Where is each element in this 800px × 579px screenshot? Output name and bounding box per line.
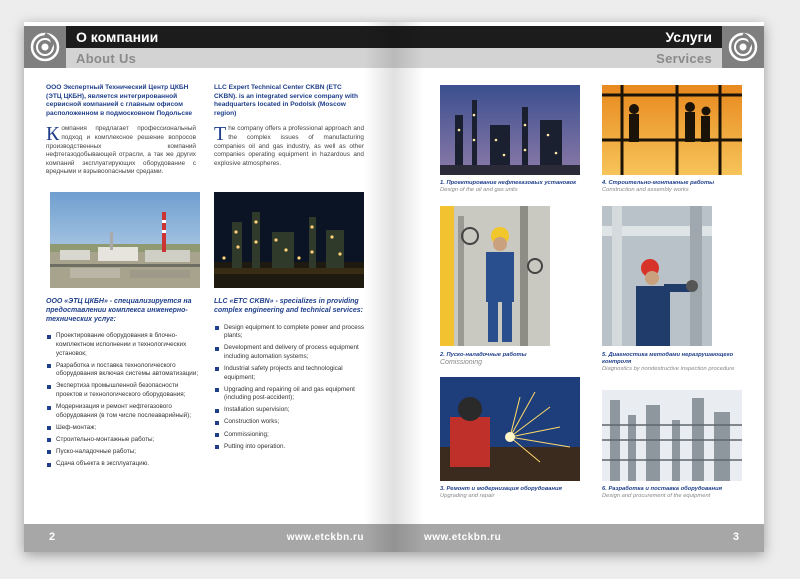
service-photo-diagnostics — [602, 206, 712, 346]
swirl-logo-icon — [29, 31, 61, 63]
en-body-text — [214, 125, 364, 168]
ru-intro-text: ООО Экспертный Технический Центр ЦКБН (ЭТЦ ЦКБН), является интегрированной сервисной компанией с главным офисом расположенном в подмосковном Подольске — [46, 84, 193, 117]
en-dropcap: T — [214, 123, 227, 146]
list-item: Шеф-монтаж; — [46, 424, 206, 433]
page-footer — [394, 524, 764, 552]
ru-services-heading: ООО «ЭТЦ ЦКБН» - специализируется на предоставлении комплекса инженерно-технических услуг: — [46, 298, 192, 323]
header-title-bar — [394, 26, 722, 48]
header-subtitle-bar — [394, 48, 722, 68]
list-item: Upgrading and repairing oil and gas equipment (including post-accident); — [214, 386, 364, 403]
page-title: Услуги — [665, 29, 712, 45]
service-caption-6 — [602, 486, 752, 500]
en-services-list — [214, 324, 364, 452]
en-services-heading: LLC «ETC CKBN» - specializes in providing complex engineering and technical services: — [214, 298, 363, 314]
plant-aerial-photo — [50, 192, 200, 288]
ru-body-text — [46, 125, 196, 177]
list-item: Design equipment to complete power and process plants; — [214, 324, 364, 341]
header-subtitle-bar — [66, 48, 394, 68]
ru-body-paragraph: омпания предлагает профессиональный подход и комплексное решение вопросов производственных компаний нефтегазодобывающей отрасли, а так же других компаний эксплуатирующих оборудование с вредными и взрывоопасными средами. — [46, 125, 196, 176]
service-5-en: Diagnostics by nondestructive inspection procedure — [602, 366, 735, 372]
service-photo-repair — [440, 377, 580, 481]
service-4-ru: 4. Строительно-монтажные работы — [602, 180, 715, 186]
service-2-en: Comissioning — [440, 359, 483, 366]
service-3-ru: 3. Ремонт и модернизация оборудования — [440, 486, 562, 492]
page-number: 2 — [49, 531, 56, 543]
page-subtitle: Services — [656, 51, 712, 66]
page-footer — [24, 524, 394, 552]
list-item: Модернизация и ремонт нефтегазового оборудования (в том числе послеаварийный); — [46, 403, 206, 420]
service-caption-3 — [440, 486, 590, 500]
service-photo-design — [440, 85, 580, 175]
gutter-shadow — [364, 22, 394, 552]
list-item: Экспертиза промышленной безопасности проектов и технологического оборудования; — [46, 382, 206, 399]
list-item: Проектирование оборудования в блочно-комплектном исполнении и технологических установок; — [46, 332, 206, 358]
service-4-en: Construction and assembly works — [602, 187, 689, 193]
service-1-ru: 1. Проектирование нефтегазовых установок — [440, 180, 577, 186]
service-2-ru: 2. Пуско-наладочные работы — [440, 352, 527, 358]
website-url: www.etckbn.ru — [424, 532, 502, 543]
brochure-spread — [24, 22, 764, 552]
service-caption-5 — [602, 352, 752, 373]
service-photo-procurement — [602, 390, 742, 481]
ru-services-block — [46, 298, 206, 472]
ru-services-list — [46, 332, 206, 468]
list-item: Putting into operation. — [214, 443, 364, 452]
service-1-en: Design of the oil and gas units — [440, 187, 518, 193]
right-page — [394, 22, 764, 552]
company-logo — [24, 26, 66, 68]
ru-intro-block — [46, 84, 196, 177]
list-item: Разработка и поставка технологического оборудования включая системы автоматизации; — [46, 362, 206, 379]
website-url: www.etckbn.ru — [286, 532, 364, 543]
en-services-block — [214, 298, 364, 455]
left-page — [24, 22, 394, 552]
page-title: О компании — [76, 29, 159, 45]
list-item: Development and delivery of process equipment including automation systems; — [214, 344, 364, 361]
list-item: Installation supervision; — [214, 406, 364, 415]
company-logo — [722, 26, 764, 68]
service-caption-1 — [440, 180, 590, 194]
header-title-bar — [66, 26, 394, 48]
gutter-shadow — [394, 22, 424, 552]
list-item: Строительно-монтажные работы; — [46, 436, 206, 445]
en-body-paragraph: he company offers a professional approach and the complex issues of manufacturing companies oil and gas industry, as well as other companies operating equipment in hazardous and explosive atmospheres. — [214, 125, 364, 167]
swirl-logo-icon — [727, 31, 759, 63]
service-caption-4 — [602, 180, 752, 194]
service-6-en: Design and procurement of the equipment — [602, 493, 711, 499]
page-subtitle: About Us — [76, 51, 137, 66]
service-5-ru: 5. Диагностика методами неразрушающего контроля — [602, 352, 734, 365]
service-3-en: Upgrading and repair — [440, 493, 495, 499]
service-photo-construction — [602, 85, 742, 175]
list-item: Пуско-наладочные работы; — [46, 448, 206, 457]
list-item: Industrial safety projects and technological equipment; — [214, 365, 364, 382]
en-intro-text: LLC Expert Technical Center CKBN (ETC CKBN). is an integrated service company with headquarters located in Podolsk (Moscow region) — [214, 84, 359, 117]
service-caption-2 — [440, 352, 590, 366]
refinery-night-photo — [214, 192, 364, 288]
en-intro-block — [214, 84, 364, 168]
page-number: 3 — [732, 531, 739, 543]
list-item: Construction works; — [214, 418, 364, 427]
service-6-ru: 6. Разработка и поставка оборудования — [602, 486, 723, 492]
list-item: Сдача объекта в эксплуатацию. — [46, 460, 206, 469]
service-photo-commissioning — [440, 206, 550, 346]
list-item: Commissioning; — [214, 431, 364, 440]
ru-dropcap: К — [46, 123, 60, 146]
